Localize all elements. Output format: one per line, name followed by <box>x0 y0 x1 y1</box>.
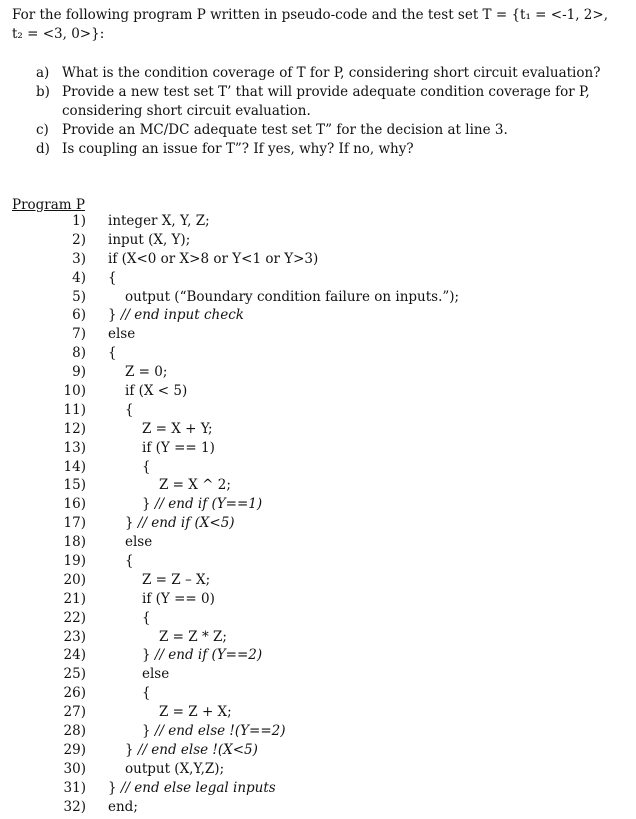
intro-paragraph: For the following program P written in pseudo-code and the test set T = {t₁ = <-1, 2>, t₂ = <3, 0>}: <box>12 7 608 42</box>
code-text: } <box>142 723 155 740</box>
code-text: { <box>125 553 134 570</box>
line-number: 23) <box>63 628 86 645</box>
code-text: if (Y == 0) <box>142 590 215 607</box>
code-text: } <box>142 496 155 513</box>
code-text: else <box>108 326 136 343</box>
line-number: 9) <box>72 364 86 381</box>
code-text: integer X, Y, Z; <box>108 213 210 229</box>
code-text: } <box>125 741 138 758</box>
code-text: output (X,Y,Z); <box>125 760 225 777</box>
code-line <box>12 476 612 495</box>
line-number: 8) <box>72 345 86 362</box>
code-listing <box>12 212 612 817</box>
code-line <box>12 344 612 363</box>
code-line <box>12 628 612 647</box>
line-number: 29) <box>63 741 86 758</box>
code-text: Z = Z + X; <box>159 704 232 721</box>
line-number: 20) <box>63 571 86 588</box>
line-number: 27) <box>63 704 86 721</box>
code-line <box>12 306 612 325</box>
line-number: 22) <box>63 609 86 626</box>
code-line <box>12 231 612 250</box>
code-text: { <box>142 609 151 626</box>
line-number: 25) <box>63 666 86 683</box>
question-item <box>36 121 616 140</box>
line-number: 2) <box>72 231 86 248</box>
code-text: if (X<0 or X>8 or Y<1 or Y>3) <box>108 250 319 267</box>
line-number: 16) <box>63 496 86 513</box>
code-comment: // end else !(Y==2) <box>154 723 286 740</box>
code-line <box>12 665 612 684</box>
code-line <box>12 722 612 741</box>
code-line <box>12 514 612 533</box>
line-number: 11) <box>63 401 86 418</box>
line-number: 7) <box>72 326 86 343</box>
line-number: 3) <box>72 250 86 267</box>
line-number: 32) <box>63 798 86 815</box>
code-text: input (X, Y); <box>108 231 191 248</box>
question-text: Provide a new test set T’ that will provide adequate condition coverage for P, considering short circuit evaluation. <box>62 84 590 119</box>
line-number: 19) <box>63 553 86 570</box>
line-number: 30) <box>63 760 86 777</box>
code-line <box>12 382 612 401</box>
code-comment: // end if (Y==2) <box>154 647 263 664</box>
line-number: 17) <box>63 515 86 532</box>
code-line <box>12 288 612 307</box>
line-number: 10) <box>63 383 86 400</box>
line-number: 26) <box>63 685 86 702</box>
line-number: 28) <box>63 723 86 740</box>
line-number: 12) <box>63 420 86 437</box>
code-text: Z = Z * Z; <box>159 628 227 645</box>
line-number: 4) <box>72 269 86 286</box>
line-number: 14) <box>63 458 86 475</box>
code-text: Z = Z – X; <box>142 571 211 588</box>
code-line <box>12 703 612 722</box>
line-number: 13) <box>63 439 86 456</box>
question-label: b) <box>36 84 50 100</box>
question-item <box>36 140 616 159</box>
code-line <box>12 779 612 798</box>
code-line <box>12 741 612 760</box>
code-text: else <box>125 534 153 551</box>
question-text: Is coupling an issue for T”? If yes, why? If no, why? <box>62 141 414 157</box>
question-label: d) <box>36 141 50 157</box>
program-title: Program P <box>12 197 85 213</box>
code-line <box>12 533 612 552</box>
code-text: { <box>142 685 151 702</box>
code-text: { <box>108 345 117 362</box>
code-line <box>12 269 612 288</box>
line-number: 21) <box>63 590 86 607</box>
code-line <box>12 552 612 571</box>
line-number: 18) <box>63 534 86 551</box>
code-text: Z = 0; <box>125 364 168 381</box>
code-line <box>12 250 612 269</box>
code-comment: // end if (Y==1) <box>154 496 263 513</box>
code-text: { <box>142 458 151 475</box>
code-line <box>12 571 612 590</box>
code-text: { <box>108 269 117 286</box>
code-text: } <box>125 515 138 532</box>
code-comment: // end input check <box>120 307 244 324</box>
code-text: else <box>142 666 170 683</box>
code-line <box>12 363 612 382</box>
code-line <box>12 760 612 779</box>
code-text: Z = X ^ 2; <box>159 477 231 494</box>
code-text: if (X < 5) <box>125 383 188 400</box>
code-line <box>12 325 612 344</box>
code-line <box>12 495 612 514</box>
question-label: a) <box>36 65 50 81</box>
code-text: if (Y == 1) <box>142 439 215 456</box>
code-text: output (“Boundary condition failure on inputs.”); <box>125 288 460 305</box>
question-text: Provide an MC/DC adequate test set T” for the decision at line 3. <box>62 122 508 138</box>
code-comment: // end else legal inputs <box>120 779 276 796</box>
code-text: { <box>125 401 134 418</box>
code-line <box>12 212 612 231</box>
code-line <box>12 458 612 477</box>
question-item <box>36 83 616 121</box>
code-line <box>12 401 612 420</box>
code-line <box>12 420 612 439</box>
line-number: 6) <box>72 307 86 324</box>
code-line <box>12 646 612 665</box>
code-text: end; <box>108 798 138 815</box>
line-number: 5) <box>72 288 86 305</box>
code-text: } <box>108 779 121 796</box>
line-number: 31) <box>63 779 86 796</box>
question-label: c) <box>36 122 49 138</box>
line-number: 15) <box>63 477 86 494</box>
code-comment: // end if (X<5) <box>137 515 235 532</box>
code-text: Z = X + Y; <box>142 420 213 437</box>
code-line <box>12 609 612 628</box>
question-text: What is the condition coverage of T for P, considering short circuit evaluation? <box>62 65 601 81</box>
code-text: } <box>108 307 121 324</box>
code-line <box>12 590 612 609</box>
code-line <box>12 439 612 458</box>
code-line <box>12 798 612 817</box>
question-list <box>36 64 616 159</box>
code-line <box>12 684 612 703</box>
question-item <box>36 64 616 83</box>
code-comment: // end else !(X<5) <box>137 741 258 758</box>
code-text: } <box>142 647 155 664</box>
line-number: 1) <box>72 213 86 229</box>
line-number: 24) <box>63 647 86 664</box>
